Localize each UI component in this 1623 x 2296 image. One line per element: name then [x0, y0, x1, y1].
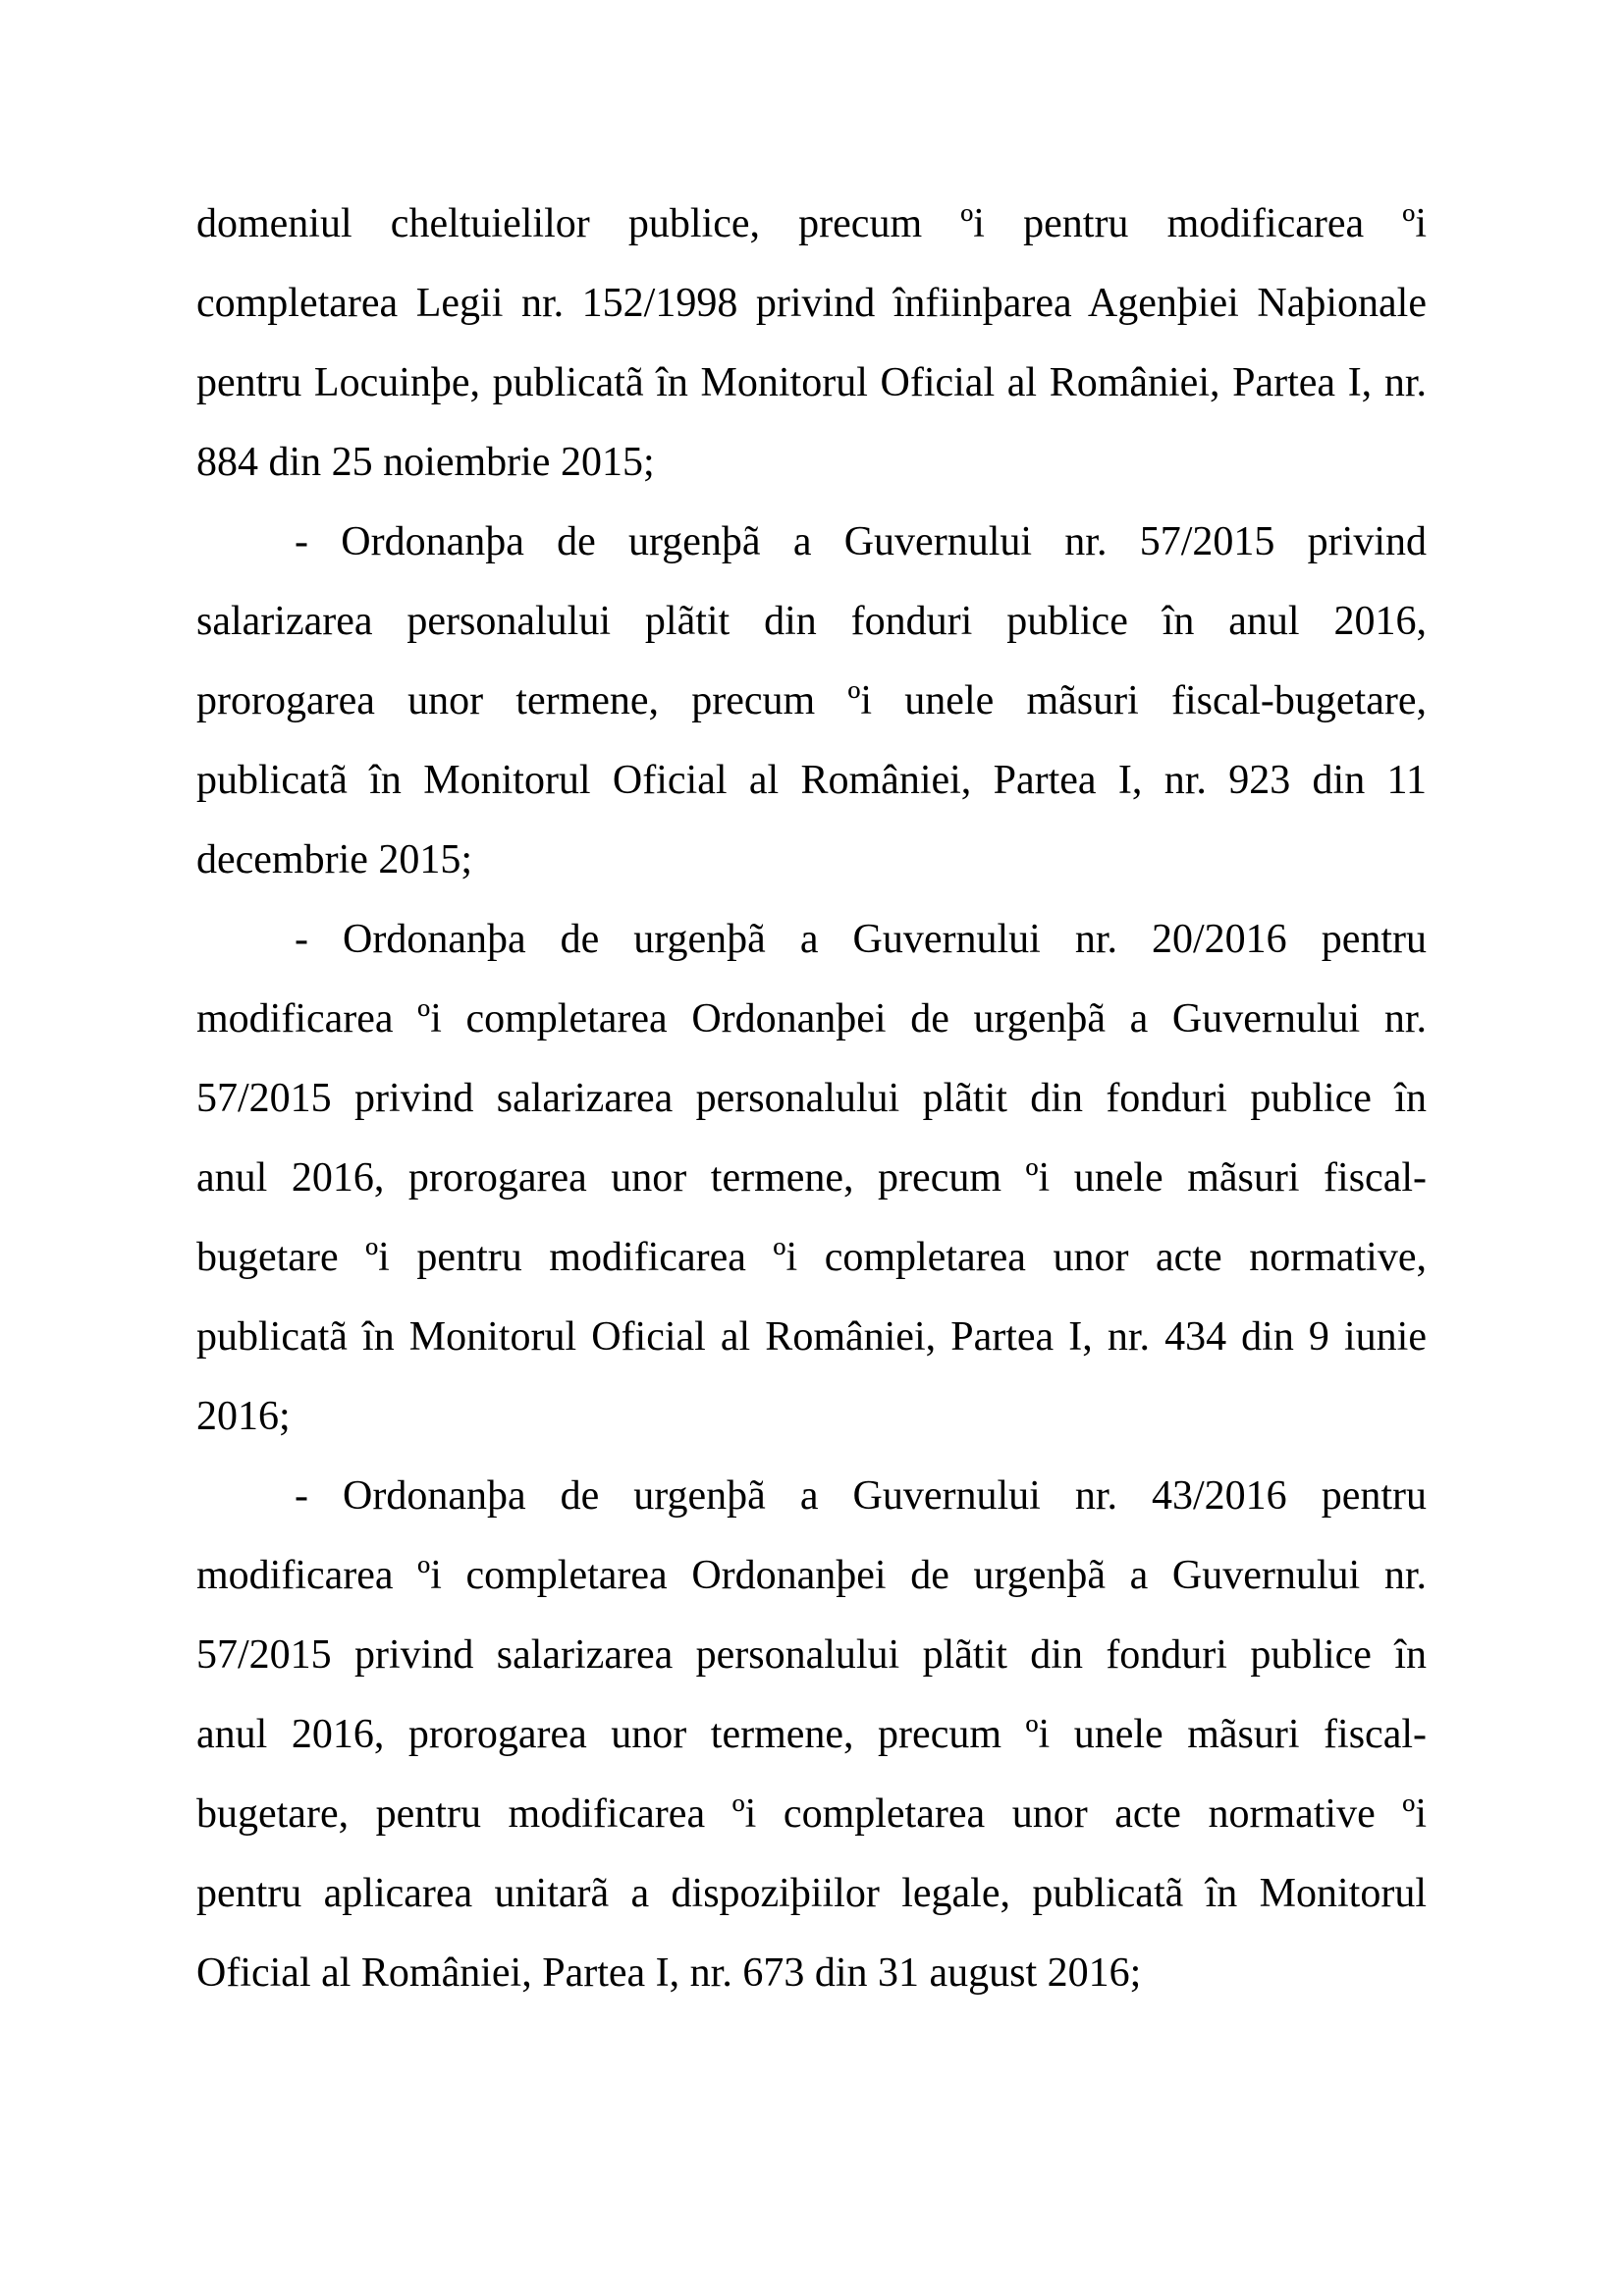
text-line: - Ordonanþa de urgenþã a Guvernului nr. 20/2016 pentru [295, 917, 1427, 962]
text-line: domeniul cheltuielilor publice, precum ºi pentru modificarea ºi [196, 201, 1427, 246]
text-line: modificarea ºi completarea Ordonanþei de urgenþã a Guvernului nr. [196, 1553, 1427, 1598]
text-line: - Ordonanþa de urgenþã a Guvernului nr. 43/2016 pentru [295, 1473, 1427, 1519]
text-line: decembrie 2015; [196, 837, 473, 882]
text-line: completarea Legii nr. 152/1998 privind înfiinþarea Agenþiei Naþionale [196, 281, 1427, 326]
text-line: 884 din 25 noiembrie 2015; [196, 440, 655, 485]
text-line: pentru aplicarea unitarã a dispoziþiilor legale, publicatã în Monitorul [196, 1871, 1427, 1916]
paragraph-continuation [196, 185, 1427, 503]
paragraph-oug-20-2016 [196, 900, 1427, 1457]
text-line: 57/2015 privind salarizarea personalului plãtit din fonduri publice în [196, 1632, 1427, 1678]
text-line: publicatã în Monitorul Oficial al României, Partea I, nr. 434 din 9 iunie [196, 1314, 1427, 1360]
text-line: anul 2016, prorogarea unor termene, precum ºi unele mãsuri fiscal- [196, 1712, 1427, 1757]
text-line: publicatã în Monitorul Oficial al României, Partea I, nr. 923 din 11 [196, 758, 1427, 803]
text-line: prorogarea unor termene, precum ºi unele mãsuri fiscal-bugetare, [196, 678, 1427, 723]
text-line: Oficial al României, Partea I, nr. 673 din 31 august 2016; [196, 1950, 1142, 1996]
text-line: bugetare ºi pentru modificarea ºi completarea unor acte normative, [196, 1235, 1427, 1280]
text-line: 57/2015 privind salarizarea personalului plãtit din fonduri publice în [196, 1076, 1427, 1121]
text-line: anul 2016, prorogarea unor termene, precum ºi unele mãsuri fiscal- [196, 1155, 1427, 1201]
paragraph-oug-43-2016 [196, 1457, 1427, 2013]
text-line: - Ordonanþa de urgenþã a Guvernului nr. 57/2015 privind [295, 519, 1427, 564]
text-line: 2016; [196, 1394, 291, 1439]
text-line: salarizarea personalului plãtit din fonduri publice în anul 2016, [196, 599, 1427, 644]
text-line: bugetare, pentru modificarea ºi completarea unor acte normative ºi [196, 1791, 1427, 1837]
text-line: modificarea ºi completarea Ordonanþei de urgenþã a Guvernului nr. [196, 996, 1427, 1041]
paragraph-oug-57-2015 [196, 503, 1427, 900]
text-line: pentru Locuinþe, publicatã în Monitorul Oficial al României, Partea I, nr. [196, 360, 1427, 405]
